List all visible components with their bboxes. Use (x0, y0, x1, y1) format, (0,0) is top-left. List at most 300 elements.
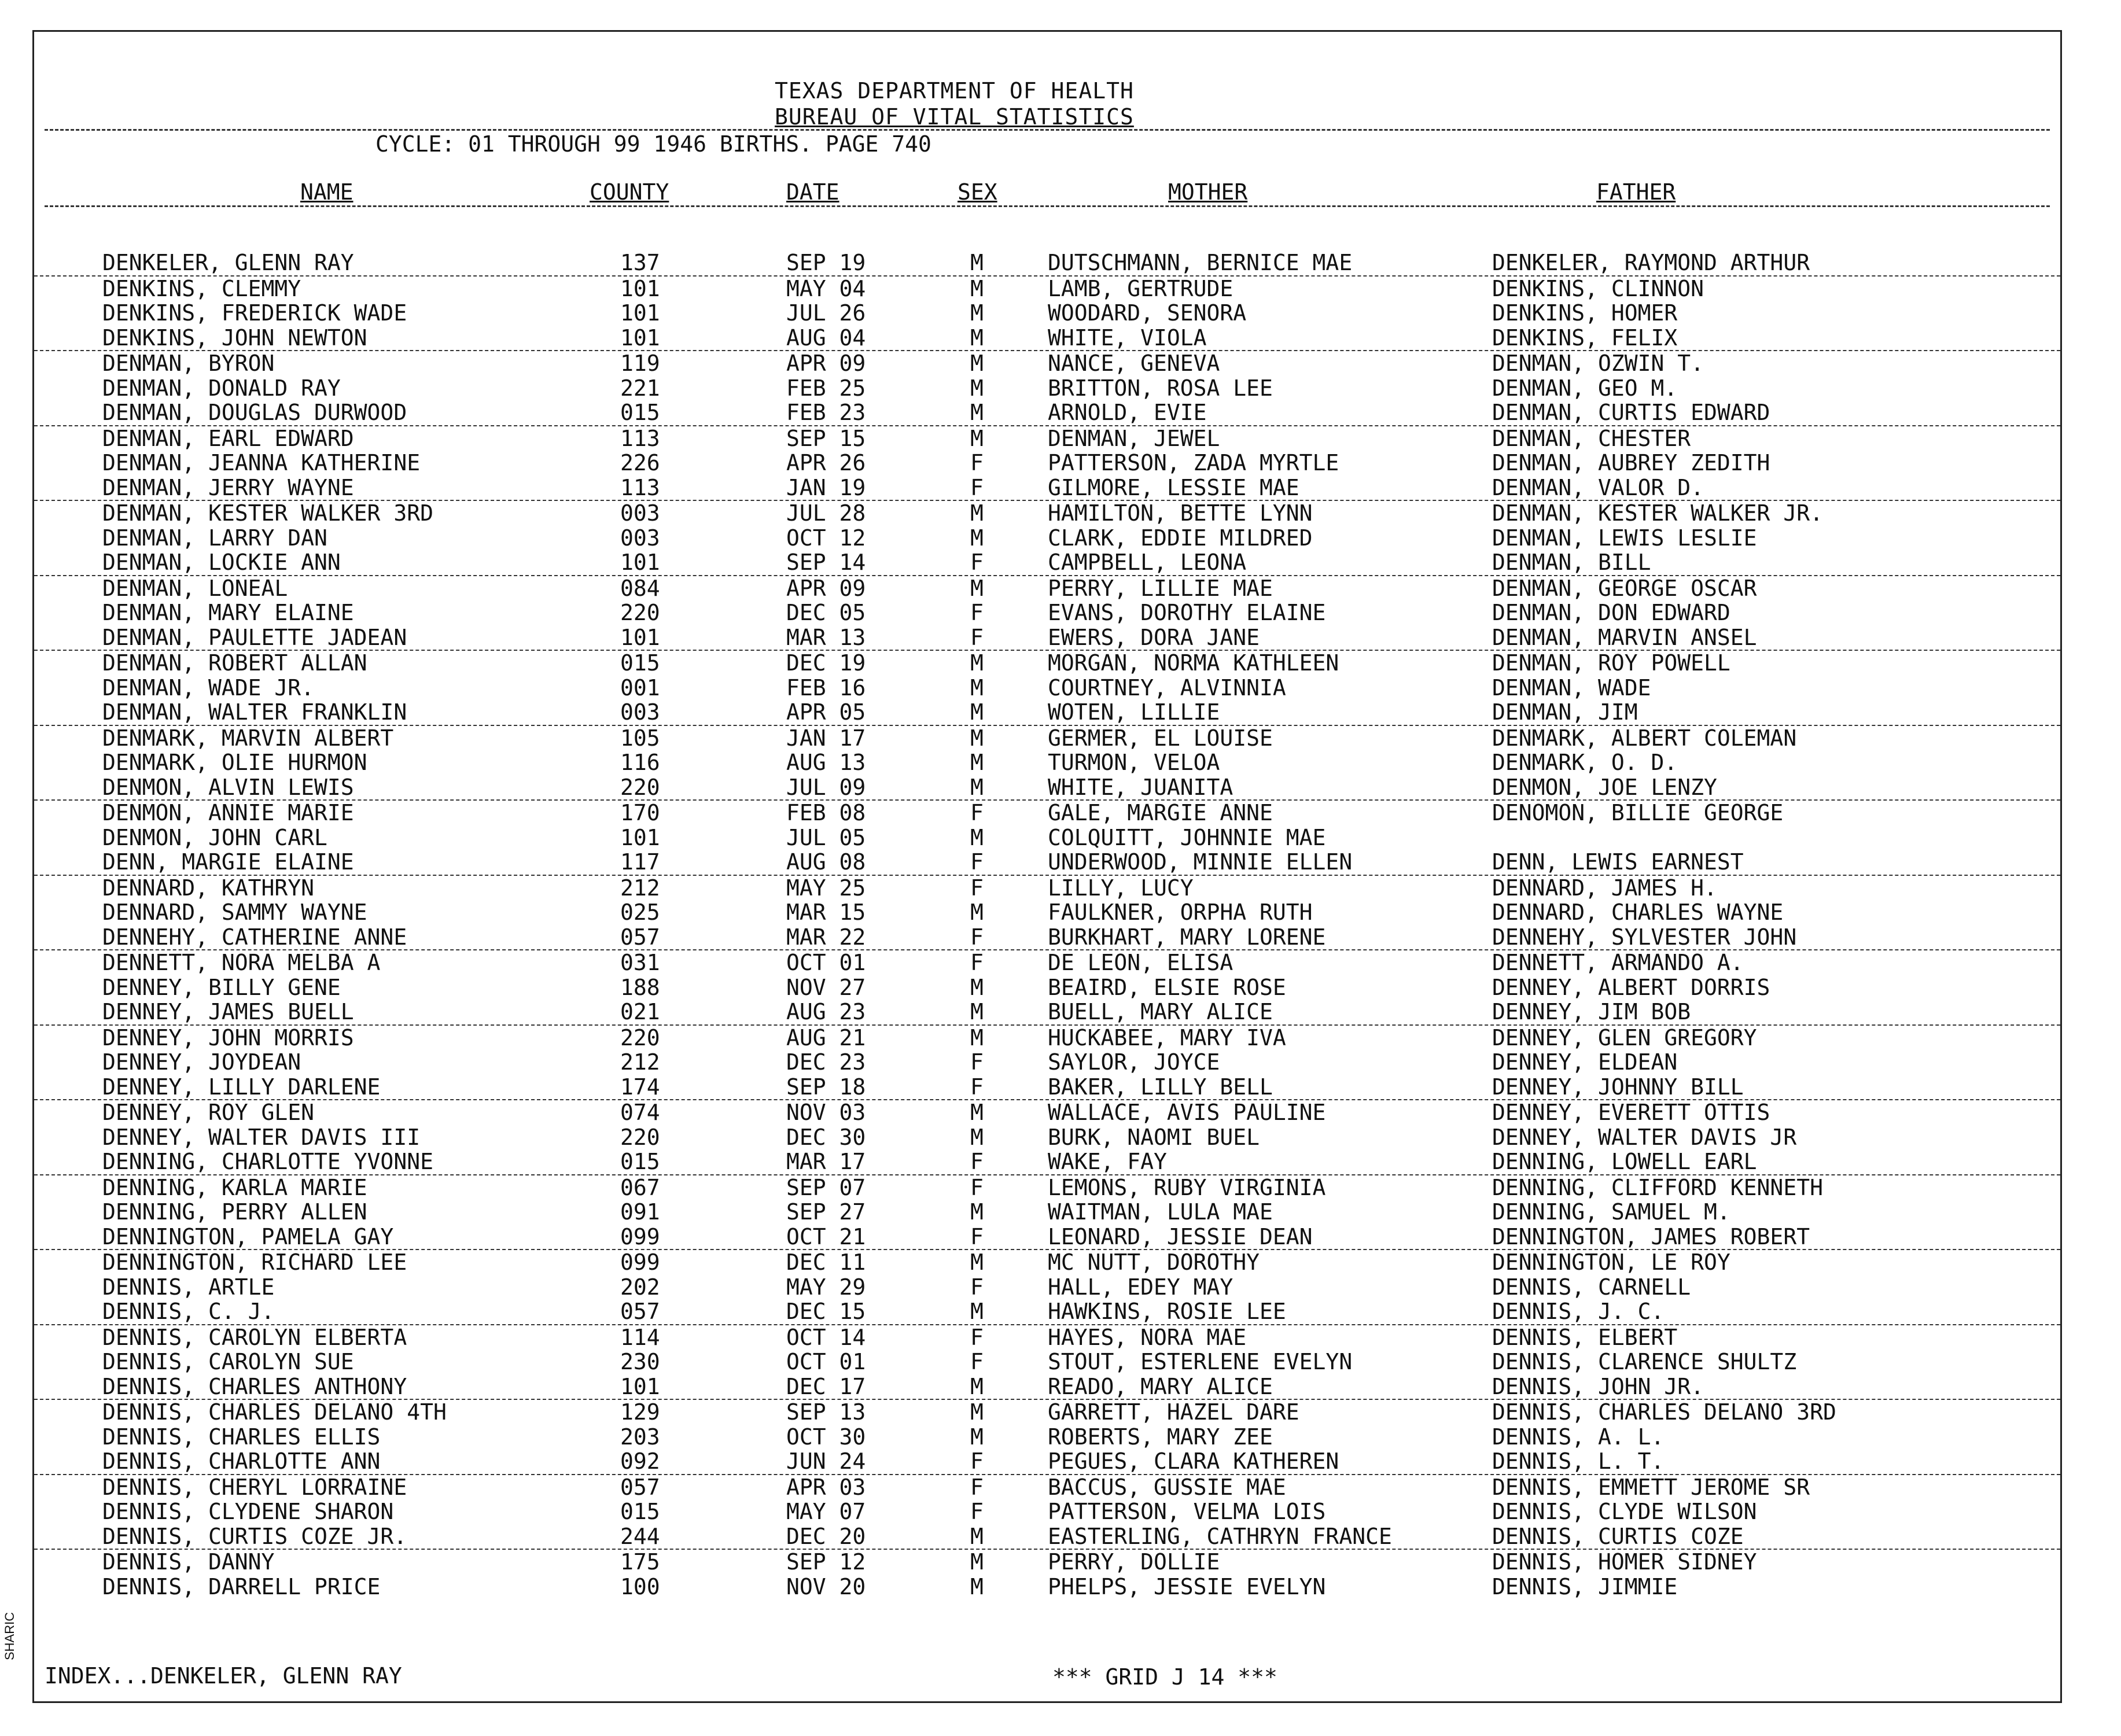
cell-date: APR 26 (786, 450, 866, 476)
table-row (34, 1449, 2060, 1475)
cell-date: MAR 22 (786, 924, 866, 950)
cell-sex: M (970, 1373, 984, 1399)
cell-sex: M (970, 400, 984, 425)
cell-county: 101 (620, 300, 660, 326)
cell-sex: F (970, 849, 984, 875)
table-row (34, 1275, 2060, 1300)
cell-county: 003 (620, 500, 660, 526)
cell-mother: PERRY, LILLIE MAE (1048, 575, 1273, 601)
cell-county: 031 (620, 950, 660, 975)
cell-father: DENMAN, VALOR D. (1492, 474, 1704, 500)
table-row (34, 1149, 2060, 1175)
cell-mother: LEMONS, RUBY VIRGINIA (1048, 1174, 1326, 1200)
table-row (34, 1225, 2060, 1251)
cell-father: DENKINS, FELIX (1492, 325, 1678, 351)
column-header-county: COUNTY (590, 179, 669, 205)
cell-father: DENNIS, CLYDE WILSON (1492, 1499, 1757, 1524)
cell-mother: PATTERSON, ZADA MYRTLE (1048, 450, 1339, 476)
table-row (34, 250, 2060, 277)
cell-sex: F (970, 1448, 984, 1474)
cell-father: DENNIS, EMMETT JEROME SR (1492, 1474, 1810, 1500)
cell-sex: F (970, 1474, 984, 1500)
cell-mother: PATTERSON, VELMA LOIS (1048, 1499, 1326, 1524)
table-row (34, 576, 2060, 601)
cell-mother: HAMILTON, BETTE LYNN (1048, 500, 1313, 526)
cell-mother: HAWKINS, ROSIE LEE (1048, 1299, 1286, 1324)
cell-father: DENKELER, RAYMOND ARTHUR (1492, 250, 1810, 275)
cell-name: DENNIS, CAROLYN SUE (102, 1349, 354, 1374)
cell-mother: PHELPS, JESSIE EVELYN (1048, 1573, 1326, 1599)
cell-mother: MORGAN, NORMA KATHLEEN (1048, 650, 1339, 676)
cell-father: DENNEY, EVERETT OTTIS (1492, 1100, 1770, 1125)
cell-name: DENNIS, CHARLES DELANO 4TH (102, 1399, 447, 1425)
cell-father: DENN, LEWIS EARNEST (1492, 849, 1744, 875)
cell-father: DENNINGTON, LE ROY (1492, 1250, 1730, 1275)
cell-sex: M (970, 1024, 984, 1051)
cell-sex: F (970, 1223, 984, 1250)
cell-county: 100 (620, 1573, 660, 1599)
cell-name: DENMAN, LARRY DAN (102, 525, 327, 551)
table-row (34, 750, 2060, 775)
cell-county: 230 (620, 1349, 660, 1374)
cell-name: DENNIS, C. J. (102, 1299, 275, 1324)
table-row (34, 1550, 2060, 1575)
cell-date: JAN 17 (786, 725, 866, 751)
cell-mother: WOTEN, LILLIE (1048, 699, 1220, 725)
cell-father: DENMAN, ROY POWELL (1492, 650, 1730, 676)
cell-mother: EASTERLING, CATHRYN FRANCE (1048, 1523, 1392, 1549)
table-row (34, 775, 2060, 801)
cell-county: 220 (620, 1124, 660, 1150)
cell-date: AUG 13 (786, 750, 866, 775)
cell-sex: M (970, 275, 984, 301)
table-row (34, 1250, 2060, 1275)
table-row (34, 277, 2060, 301)
cell-father: DENNIS, ELBERT (1492, 1324, 1678, 1350)
cell-county: 203 (620, 1424, 660, 1450)
cell-date: SEP 14 (786, 550, 866, 575)
cell-name: DENNINGTON, PAMELA GAY (102, 1223, 394, 1250)
records-table (34, 250, 2060, 1599)
cell-county: 174 (620, 1074, 660, 1100)
cell-mother: WAITMAN, LULA MAE (1048, 1199, 1273, 1225)
cell-name: DENKINS, JOHN NEWTON (102, 325, 367, 351)
table-row (34, 426, 2060, 451)
cell-date: OCT 01 (786, 1349, 866, 1374)
cell-name: DENMARK, OLIE HURMON (102, 750, 367, 775)
cell-name: DENMON, ALVIN LEWIS (102, 774, 354, 800)
cell-father: DENMAN, GEO M. (1492, 375, 1678, 401)
table-row (34, 451, 2060, 476)
cell-county: 226 (620, 450, 660, 476)
cell-date: JUL 05 (786, 824, 866, 850)
cell-mother: DENMAN, JEWEL (1048, 425, 1220, 451)
cell-date: JUL 09 (786, 774, 866, 800)
cell-father: DENMARK, ALBERT COLEMAN (1492, 725, 1797, 751)
cell-county: 074 (620, 1100, 660, 1125)
table-row (34, 876, 2060, 901)
cell-date: DEC 23 (786, 1049, 866, 1075)
cell-date: DEC 11 (786, 1250, 866, 1275)
cell-sex: F (970, 1049, 984, 1075)
cell-father: DENNEY, ALBERT DORRIS (1492, 974, 1770, 1000)
cell-county: 244 (620, 1523, 660, 1549)
cell-date: JUL 26 (786, 300, 866, 326)
cell-name: DENMAN, BYRON (102, 351, 275, 376)
table-row (34, 1425, 2060, 1450)
table-row (34, 801, 2060, 825)
cell-mother: ROBERTS, MARY ZEE (1048, 1424, 1273, 1450)
cell-date: MAY 04 (786, 275, 866, 301)
cell-mother: EWERS, DORA JANE (1048, 624, 1260, 650)
cell-date: SEP 07 (786, 1174, 866, 1200)
page-frame (32, 30, 2062, 1703)
cell-mother: NANCE, GENEVA (1048, 351, 1220, 376)
side-stamp: SHARIC (2, 1612, 17, 1660)
cell-sex: M (970, 725, 984, 751)
cell-father: DENNIS, CLARENCE SHULTZ (1492, 1349, 1797, 1374)
cell-county: 091 (620, 1199, 660, 1225)
table-row (34, 1075, 2060, 1101)
cell-mother: GERMER, EL LOUISE (1048, 725, 1273, 751)
cell-name: DENNING, CHARLOTTE YVONNE (102, 1149, 433, 1174)
cell-mother: BACCUS, GUSSIE MAE (1048, 1474, 1286, 1500)
cell-county: 116 (620, 750, 660, 775)
cell-mother: BEAIRD, ELSIE ROSE (1048, 974, 1286, 1000)
cell-father: DENMAN, BILL (1492, 550, 1651, 575)
table-row (34, 625, 2060, 651)
cell-name: DENNEY, JOYDEAN (102, 1049, 301, 1075)
cell-date: APR 05 (786, 699, 866, 725)
table-row (34, 1524, 2060, 1550)
cell-county: 129 (620, 1399, 660, 1425)
cell-sex: F (970, 1149, 984, 1174)
cell-father: DENMAN, KESTER WALKER JR. (1492, 500, 1823, 526)
cell-name: DENMARK, MARVIN ALBERT (102, 725, 394, 751)
cell-father: DENNARD, CHARLES WAYNE (1492, 900, 1784, 925)
cell-name: DENMAN, DONALD RAY (102, 375, 341, 401)
cell-name: DENNIS, CURTIS COZE JR. (102, 1523, 407, 1549)
table-row (34, 1325, 2060, 1350)
cell-county: 188 (620, 974, 660, 1000)
cell-name: DENNARD, SAMMY WAYNE (102, 900, 367, 925)
cell-name: DENNIS, CHARLES ANTHONY (102, 1373, 407, 1399)
cell-mother: HAYES, NORA MAE (1048, 1324, 1247, 1350)
table-row (34, 351, 2060, 376)
cell-sex: M (970, 300, 984, 326)
cell-name: DENNEY, JOHN MORRIS (102, 1024, 354, 1051)
table-row (34, 1175, 2060, 1200)
cell-date: SEP 12 (786, 1549, 866, 1575)
column-header-date: DATE (786, 179, 839, 205)
cell-date: SEP 18 (786, 1074, 866, 1100)
cell-sex: F (970, 600, 984, 625)
cell-father: DENMAN, AUBREY ZEDITH (1492, 450, 1770, 476)
cell-date: JAN 19 (786, 474, 866, 500)
cell-name: DENNEY, JAMES BUELL (102, 999, 354, 1024)
cell-county: 113 (620, 474, 660, 500)
cell-name: DENMAN, MARY ELAINE (102, 600, 354, 625)
cell-sex: M (970, 1124, 984, 1150)
cell-date: DEC 19 (786, 650, 866, 676)
cell-mother: HUCKABEE, MARY IVA (1048, 1024, 1286, 1051)
cell-father: DENNING, SAMUEL M. (1492, 1199, 1730, 1225)
cell-county: 057 (620, 1474, 660, 1500)
cell-father: DENMAN, OZWIN T. (1492, 351, 1704, 376)
cell-date: DEC 17 (786, 1373, 866, 1399)
cell-name: DENNIS, DANNY (102, 1549, 275, 1575)
cell-name: DENMON, JOHN CARL (102, 824, 327, 850)
cell-name: DENMAN, WADE JR. (102, 675, 315, 701)
cell-county: 105 (620, 725, 660, 751)
column-header-sex: SEX (958, 179, 997, 205)
cell-father: DENNETT, ARMANDO A. (1492, 950, 1744, 975)
cell-father: DENKINS, CLINNON (1492, 275, 1704, 301)
cell-date: NOV 20 (786, 1573, 866, 1599)
cell-name: DENMAN, EARL EDWARD (102, 425, 354, 451)
cell-date: JUL 28 (786, 500, 866, 526)
cell-mother: TURMON, VELOA (1048, 750, 1220, 775)
cell-date: MAR 13 (786, 624, 866, 650)
cell-name: DENNIS, CHARLOTTE ANN (102, 1448, 381, 1474)
cell-mother: WHITE, JUANITA (1048, 774, 1233, 800)
table-row (34, 1026, 2060, 1051)
cell-sex: F (970, 1499, 984, 1524)
cell-county: 113 (620, 425, 660, 451)
cell-date: MAY 07 (786, 1499, 866, 1524)
cell-sex: M (970, 1299, 984, 1324)
cell-county: 202 (620, 1274, 660, 1300)
cell-father: DENNIS, CURTIS COZE (1492, 1523, 1744, 1549)
cell-date: JUN 24 (786, 1448, 866, 1474)
cell-county: 057 (620, 1299, 660, 1324)
cell-name: DENNIS, CLYDENE SHARON (102, 1499, 394, 1524)
cell-date: MAR 15 (786, 900, 866, 925)
table-row (34, 825, 2060, 850)
cell-mother: WOODARD, SENORA (1048, 300, 1247, 326)
cell-date: DEC 30 (786, 1124, 866, 1150)
cell-sex: F (970, 800, 984, 825)
cell-sex: M (970, 1250, 984, 1275)
cell-county: 092 (620, 1448, 660, 1474)
cell-sex: F (970, 624, 984, 650)
cell-name: DENNETT, NORA MELBA A (102, 950, 381, 975)
table-row (34, 600, 2060, 625)
cell-sex: M (970, 1399, 984, 1425)
table-row (34, 326, 2060, 352)
table-row (34, 476, 2060, 502)
cell-county: 015 (620, 1499, 660, 1524)
table-row (34, 1475, 2060, 1500)
cell-name: DENN, MARGIE ELAINE (102, 849, 354, 875)
cell-sex: M (970, 650, 984, 676)
footer-grid: *** GRID J 14 *** (1052, 1664, 1277, 1690)
cell-mother: WHITE, VIOLA (1048, 325, 1207, 351)
cell-date: MAR 17 (786, 1149, 866, 1174)
cell-county: 015 (620, 650, 660, 676)
cell-date: SEP 27 (786, 1199, 866, 1225)
cell-name: DENMAN, KESTER WALKER 3RD (102, 500, 433, 526)
cell-name: DENNEY, LILLY DARLENE (102, 1074, 381, 1100)
cell-date: OCT 21 (786, 1223, 866, 1250)
cell-name: DENMAN, LOCKIE ANN (102, 550, 341, 575)
cell-father: DENMAN, CURTIS EDWARD (1492, 400, 1770, 425)
cell-father: DENNEHY, SYLVESTER JOHN (1492, 924, 1797, 950)
header-title: TEXAS DEPARTMENT OF HEALTH (775, 78, 1134, 104)
cell-name: DENNIS, DARRELL PRICE (102, 1573, 381, 1599)
cell-mother: BURKHART, MARY LORENE (1048, 924, 1326, 950)
cell-sex: M (970, 500, 984, 526)
cell-name: DENMAN, JEANNA KATHERINE (102, 450, 421, 476)
column-header-name: NAME (300, 179, 354, 205)
cell-father: DENKINS, HOMER (1492, 300, 1678, 326)
cell-county: 114 (620, 1324, 660, 1350)
cell-father: DENNIS, CHARLES DELANO 3RD (1492, 1399, 1836, 1425)
cell-date: OCT 14 (786, 1324, 866, 1350)
cell-sex: M (970, 675, 984, 701)
cell-mother: LEONARD, JESSIE DEAN (1048, 1223, 1313, 1250)
cell-date: MAY 29 (786, 1274, 866, 1300)
cell-mother: LAMB, GERTRUDE (1048, 275, 1233, 301)
table-row (34, 1200, 2060, 1225)
cell-mother: GALE, MARGIE ANNE (1048, 800, 1273, 825)
cell-date: NOV 27 (786, 974, 866, 1000)
cell-sex: F (970, 1074, 984, 1100)
cell-sex: M (970, 1199, 984, 1225)
table-row (34, 1100, 2060, 1125)
cell-father: DENNIS, J. C. (1492, 1299, 1665, 1324)
cell-name: DENNINGTON, RICHARD LEE (102, 1250, 407, 1275)
cell-county: 099 (620, 1223, 660, 1250)
cell-father: DENMAN, CHESTER (1492, 425, 1691, 451)
table-row (34, 400, 2060, 426)
cell-county: 084 (620, 575, 660, 601)
cell-date: DEC 15 (786, 1299, 866, 1324)
cell-father: DENNING, LOWELL EARL (1492, 1149, 1757, 1174)
cell-name: DENNIS, CAROLYN ELBERTA (102, 1324, 407, 1350)
cell-father: DENMON, JOE LENZY (1492, 774, 1717, 800)
cell-date: APR 09 (786, 351, 866, 376)
cell-sex: M (970, 351, 984, 376)
cell-sex: F (970, 1324, 984, 1350)
cell-date: MAY 25 (786, 875, 866, 901)
cell-name: DENMAN, PAULETTE JADEAN (102, 624, 407, 650)
cell-mother: BAKER, LILLY BELL (1048, 1074, 1273, 1100)
cell-date: DEC 05 (786, 600, 866, 625)
cell-name: DENMAN, JERRY WAYNE (102, 474, 354, 500)
cell-date: SEP 15 (786, 425, 866, 451)
cell-father: DENMAN, DON EDWARD (1492, 600, 1730, 625)
cell-mother: FAULKNER, ORPHA RUTH (1048, 900, 1313, 925)
cell-county: 101 (620, 1373, 660, 1399)
cell-date: FEB 16 (786, 675, 866, 701)
cell-sex: M (970, 1424, 984, 1450)
cell-father: DENMAN, GEORGE OSCAR (1492, 575, 1757, 601)
cell-date: NOV 03 (786, 1100, 866, 1125)
cell-sex: M (970, 1549, 984, 1575)
cell-date: APR 09 (786, 575, 866, 601)
cell-father: DENMAN, JIM (1492, 699, 1638, 725)
cell-county: 101 (620, 550, 660, 575)
cell-mother: BURK, NAOMI BUEL (1048, 1124, 1260, 1150)
cell-father: DENNARD, JAMES H. (1492, 875, 1717, 901)
table-row (34, 1374, 2060, 1400)
cycle-line: CYCLE: 01 THROUGH 99 1946 BIRTHS. PAGE 740 (375, 131, 931, 157)
cell-sex: F (970, 450, 984, 476)
cell-mother: PEGUES, CLARA KATHEREN (1048, 1448, 1339, 1474)
cell-date: DEC 20 (786, 1523, 866, 1549)
cell-county: 212 (620, 1049, 660, 1075)
cell-county: 057 (620, 924, 660, 950)
cell-mother: COURTNEY, ALVINNIA (1048, 675, 1286, 701)
cell-name: DENNEY, ROY GLEN (102, 1100, 315, 1125)
cell-sex: M (970, 525, 984, 551)
table-row (34, 1050, 2060, 1075)
header-subtitle: BUREAU OF VITAL STATISTICS (775, 104, 1134, 130)
table-row (34, 1350, 2060, 1374)
cell-father: DENMAN, MARVIN ANSEL (1492, 624, 1757, 650)
cell-date: OCT 30 (786, 1424, 866, 1450)
cell-county: 220 (620, 1024, 660, 1051)
cell-county: 101 (620, 325, 660, 351)
table-row (34, 1299, 2060, 1325)
cell-mother: WALLACE, AVIS PAULINE (1048, 1100, 1326, 1125)
cell-father: DENNIS, JOHN JR. (1492, 1373, 1704, 1399)
cell-mother: DUTSCHMANN, BERNICE MAE (1048, 250, 1353, 275)
cell-sex: M (970, 250, 984, 275)
table-row (34, 676, 2060, 701)
cell-name: DENMAN, ROBERT ALLAN (102, 650, 367, 676)
table-row (34, 526, 2060, 551)
cell-mother: GARRETT, HAZEL DARE (1048, 1399, 1299, 1425)
cell-sex: F (970, 875, 984, 901)
cell-father: DENNIS, CARNELL (1492, 1274, 1691, 1300)
cell-mother: GILMORE, LESSIE MAE (1048, 474, 1299, 500)
table-row (34, 550, 2060, 576)
cell-father: DENNEY, JIM BOB (1492, 999, 1691, 1024)
table-row (34, 376, 2060, 401)
cell-father: DENMARK, O. D. (1492, 750, 1678, 775)
cell-name: DENNEY, BILLY GENE (102, 974, 341, 1000)
cell-father: DENNIS, HOMER SIDNEY (1492, 1549, 1757, 1575)
cell-sex: M (970, 575, 984, 601)
cell-mother: EVANS, DOROTHY ELAINE (1048, 600, 1326, 625)
cell-county: 025 (620, 900, 660, 925)
cell-name: DENNING, PERRY ALLEN (102, 1199, 367, 1225)
cell-mother: BRITTON, ROSA LEE (1048, 375, 1273, 401)
cell-sex: F (970, 1274, 984, 1300)
cell-mother: HALL, EDEY MAY (1048, 1274, 1233, 1300)
cell-sex: M (970, 325, 984, 351)
cell-date: OCT 01 (786, 950, 866, 975)
cell-father: DENNIS, JIMMIE (1492, 1573, 1678, 1599)
cell-date: FEB 25 (786, 375, 866, 401)
cell-county: 099 (620, 1250, 660, 1275)
cell-father: DENNIS, A. L. (1492, 1424, 1665, 1450)
column-header-mother: MOTHER (1168, 179, 1248, 205)
cell-name: DENNARD, KATHRYN (102, 875, 315, 901)
table-row (34, 975, 2060, 1000)
cell-name: DENKINS, FREDERICK WADE (102, 300, 407, 326)
cell-name: DENNIS, CHERYL LORRAINE (102, 1474, 407, 1500)
cell-mother: MC NUTT, DOROTHY (1048, 1250, 1260, 1275)
cell-sex: F (970, 1349, 984, 1374)
cell-county: 101 (620, 624, 660, 650)
cell-sex: M (970, 999, 984, 1024)
table-row (34, 1000, 2060, 1026)
cell-county: 021 (620, 999, 660, 1024)
cell-mother: UNDERWOOD, MINNIE ELLEN (1048, 849, 1353, 875)
